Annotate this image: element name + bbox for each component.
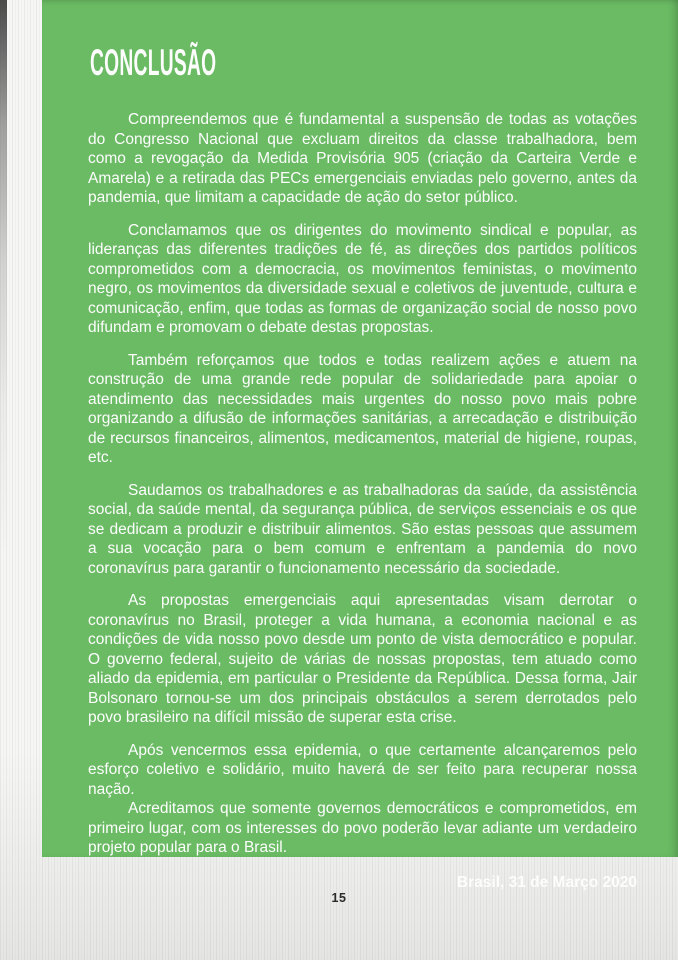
page-title: CONCLUSÃO	[90, 42, 217, 83]
paragraph: Saudamos os trabalhadores e as trabalhadoras da saúde, da assistência social, da saúde mental, da segurança pública, de serviços essenciais e os que se dedicam a produzir e distribuir alimentos. São estas pessoas que assumem a sua vocação para o bem comum e enfrentam a pandemia do novo coronavírus para garantir o funcionamento necessário da sociedade.	[88, 481, 637, 577]
page-edge-shadow	[0, 0, 7, 700]
body-text	[88, 110, 637, 858]
paragraph: As propostas emergenciais aqui apresentadas visam derrotar o coronavírus no Brasil, proteger a vida humana, a economia nacional e as condições de vida nosso povo desde um ponto de vista democrático e popular. O governo federal, sujeito de várias de nossas propostas, tem atuado como aliado da epidemia, em particular o Presidente da República. Dessa forma, Jair Bolsonaro tornou-se um dos principais obstáculos a serem derrotados pelo povo brasileiro na difícil missão de superar esta crise.	[88, 592, 637, 726]
paragraph: Acreditamos que somente governos democráticos e comprometidos, em primeiro lugar, com os interesses do povo poderão levar adiante um verdadeiro projeto popular para o Brasil.	[88, 800, 637, 856]
paragraph: Conclamamos que os dirigentes do movimento sindical e popular, as lideranças das diferentes tradições de fé, as direções dos partidos políticos comprometidos com a democracia, os movimentos feministas, o movimento negro, os movimentos da diversidade sexual e coletivos de juventude, cultura e comunicação, enfim, que todas as formas de organização social de nosso povo difundam e promovam o debate destas propostas.	[88, 221, 637, 336]
paragraph: Compreendemos que é fundamental a suspensão de todas as votações do Congresso Nacional que excluam direitos da classe trabalhadora, bem como a revogação da Medida Provisória 905 (criação da Carteira Verde e Amarela) e a retirada das PECs emergenciais enviadas pelo governo, antes da pandemia, que limitam a capacidade de ação do setor público.	[88, 111, 637, 206]
paragraph: Após vencermos essa epidemia, o que certamente alcançaremos pelo esforço coletivo e solidário, muito haverá de ser feito para recuperar nossa nação.	[88, 741, 637, 798]
conclusion-page	[42, 0, 678, 891]
page-number: 15	[331, 891, 347, 905]
paragraph: Também reforçamos que todos e todas realizem ações e atuem na construção de uma grande rede popular de solidariedade para apoiar o atendimento das necessidades mais urgentes do nosso povo mais pobre organizando a difusão de informações sanitárias, a arrecadação e distribuição de recursos financeiros, alimentos, medicamentos, material de higiene, roupas, etc.	[88, 351, 637, 466]
date-line: Brasil, 31 de Março 2020	[456, 873, 637, 891]
